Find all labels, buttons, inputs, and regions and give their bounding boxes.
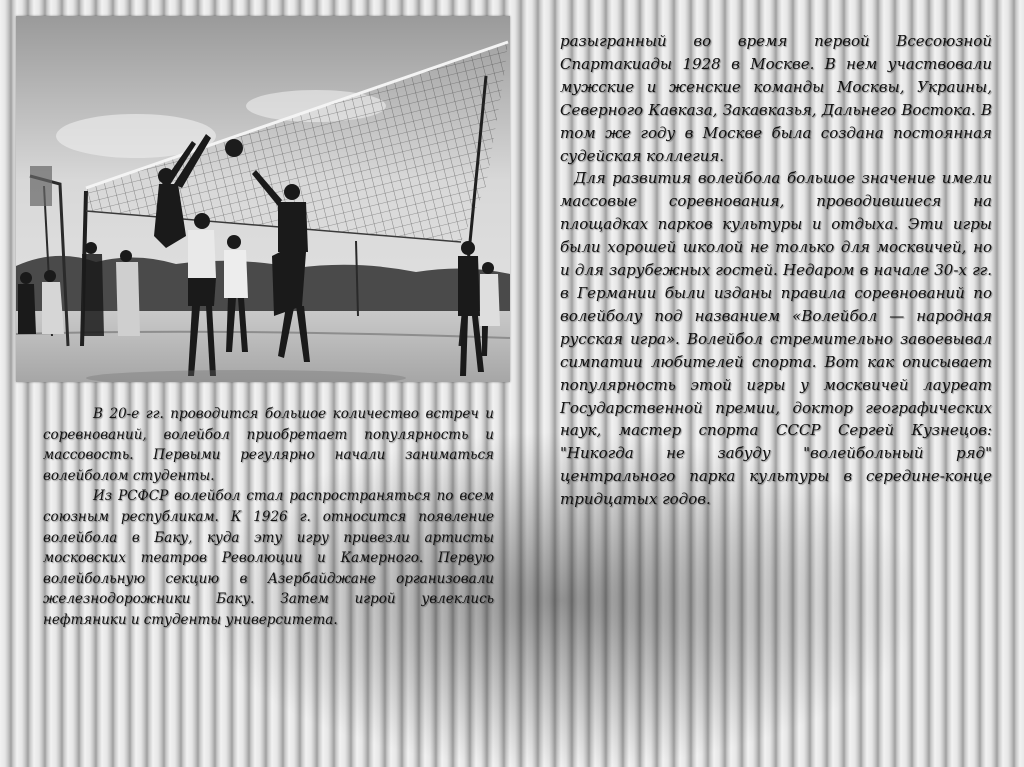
right-paragraph-2: Для развития волейбола большое значение имели массовые соревнования, проводившиеся на площадках парков культуры и отдыха. Эти игры были хорошей школой не только для москвичей, но и для зарубежных гостей. Недаром в начале 30-х гг. в Германии были изданы правила соревнований по волейболу под названием «Волейбол — народная русская игра». Волейбол стремительно завоевывал симпатии любителей спорта. Вот как описывает популярность этой игры у москвичей лауреат Государственной премии, доктор географических наук, мастер спорта СССР Сергей Кузнецов: "Никогда не забуду "волейбольный ряд" центрального парка культуры в середине-конце тридцатых годов. — [560, 169, 992, 509]
left-paragraph-2: Из РСФСР волейбол стал распространяться по всем союзным республикам. К 1926 г. относится появление волейбола в Баку, куда эту игру привезли артисты московских театров Революции и Камерного. Первую волейбольную секцию в Азербайджане организовали железнодорожники Баку. Затем игрой увлеклись нефтяники и студенты университета. — [43, 488, 494, 628]
left-text-column — [43, 404, 494, 631]
left-paragraph-1: В 20-е гг. проводится большое количество встреч и соревнований, волейбол приобретает популярность и массовость. Первыми регулярно начали заниматься волейболом студенты. — [43, 406, 494, 484]
volleyball-photo — [16, 16, 510, 382]
right-text-column — [560, 30, 992, 511]
right-paragraph-1: разыгранный во время первой Всесоюзной Спартакиады 1928 в Москве. В нем участвовали мужские и женские команды Москвы, Украины, Северного Кавказа, Закавказья, Дальнего Востока. В том же году в Москве была создана постоянная судейская коллегия. — [560, 32, 992, 165]
